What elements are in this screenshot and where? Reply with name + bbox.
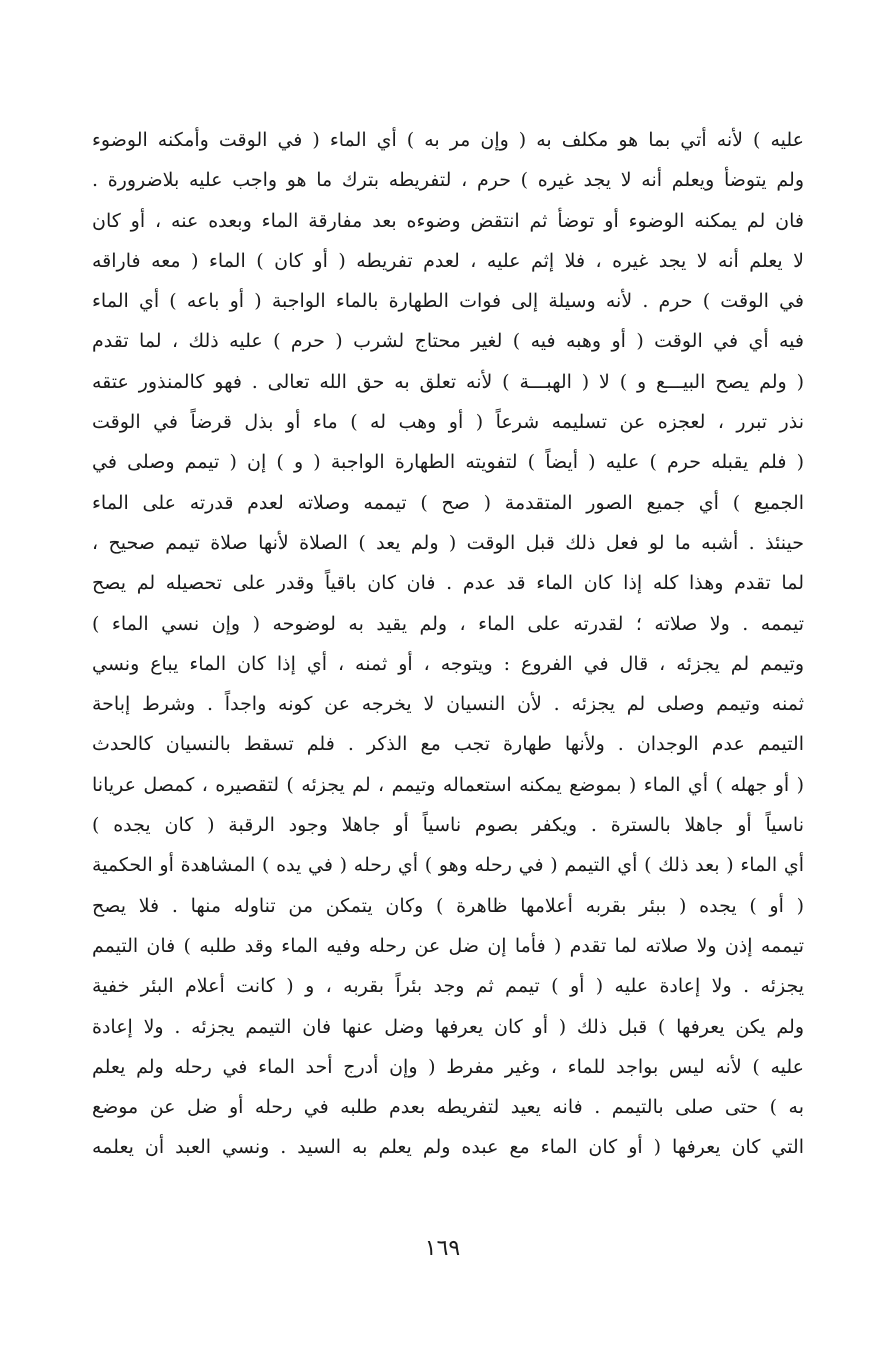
text-line: فان لم يمكنه الوضوء أو توضأ ثم انتقض وضوءه بعد مفارقة الماء وبعده عنه ، أو كان (92, 209, 804, 232)
text-line: أي الماء ( بعد ذلك ) أي التيمم ( في رحله وهو ) أي رحله ( في يده ) المشاهدة أو الحكمية (92, 854, 804, 877)
text-line: نذر تبرر ، لعجزه عن تسليمه شرعاً ( أو وهب له ) ماء أو بذل قرضاً في الوقت (92, 411, 804, 434)
text-line: به ) حتى صلى بالتيمم . فانه يعيد لتفريطه بعدم طلبه في رحله أو ضل عن موضع (92, 1096, 804, 1119)
text-line: يجزئه . ولا إعادة عليه ( أو ) تيمم ثم وجد بئراً بقربه ، و ( كانت أعلام البئر خفية (92, 975, 804, 998)
text-line: ثمنه وتيمم وصلى لم يجزئه . لأن النسيان لا يخرجه عن كونه واجداً . وشرط إباحة (92, 693, 804, 716)
text-line: ( ولم يصح البيـــع و ) لا ( الهبـــة ) لأنه تعلق به حق الله تعالى . فهو كالمنذور عتقه (92, 370, 804, 393)
text-line: ( أو ) يجده ( ببئر بقربه أعلامها ظاهرة ) وكان يتمكن من تناوله منها . فلا يصح (92, 894, 804, 917)
text-line: حينئذ . أشبه ما لو فعل ذلك قبل الوقت ( ولم يعد ) الصلاة لأنها صلاة تيمم صحيح ، (92, 531, 804, 554)
text-line: ولم يكن يعرفها ) قبل ذلك ( أو كان يعرفها وضل عنها فان التيمم يجزئه . ولا إعادة (92, 1015, 804, 1038)
text-line: التي كان يعرفها ( أو كان الماء مع عبده ولم يعلم به السيد . ونسي العبد أن يعلمه (92, 1136, 804, 1159)
body-text (92, 120, 804, 1168)
text-line: تيممه إذن ولا صلاته لما تقدم ( فأما إن ضل عن رحله وفيه الماء وقد طلبه ) فان التيمم (92, 934, 804, 957)
text-line: ( أو جهله ) أي الماء ( بموضع يمكنه استعماله وتيمم ، لم يجزئه ) لتقصيره ، كمصل عريانا (92, 773, 804, 796)
text-line: لا يعلم أنه لا يجد غيره ، فلا إثم عليه ، لعدم تفريطه ( أو كان ) الماء ( معه فاراقه (92, 249, 804, 272)
text-line: لما تقدم وهذا كله إذا كان الماء قد عدم . فان كان باقياً وقدر على تحصيله لم يصح (92, 572, 804, 595)
page-number: ١٦٩ (424, 1236, 461, 1261)
text-line: تيممه . ولا صلاته ؛ لقدرته على الماء ، ولم يقيد به لوضوحه ( وإن نسي الماء ) (92, 612, 804, 635)
text-line: وتيمم لم يجزئه ، قال في الفروع : ويتوجه ، أو ثمنه ، أي إذا كان الماء يباع ونسي (92, 652, 804, 675)
text-line: ناسياً أو جاهلا بالسترة . ويكفر بصوم ناسياً أو جاهلا وجود الرقبة ( كان يجده ) (92, 814, 804, 837)
text-line: عليه ) لأنه ليس بواجد للماء ، وغير مفرط ( وإن أدرج أحد الماء في رحله ولم يعلم (92, 1055, 804, 1078)
text-line: عليه ) لأنه أتي بما هو مكلف به ( وإن مر به ) أي الماء ( في الوقت وأمكنه الوضوء (92, 129, 804, 151)
text-line: ( فلم يقبله حرم ) عليه ( أيضاً ) لتفويته الطهارة الواجبة ( و ) إن ( تيمم وصلى في (92, 451, 804, 474)
text-line: ولم يتوضأ ويعلم أنه لا يجد غيره ) حرم ، لتفريطه بترك ما هو واجب عليه بلاضرورة . (92, 169, 804, 192)
text-line: في الوقت ) حرم . لأنه وسيلة إلى فوات الطهارة بالماء الواجبة ( أو باعه ) أي الماء (92, 290, 804, 313)
text-line: فيه أي في الوقت ( أو وهبه فيه ) لغير محتاج لشرب ( حرم ) عليه ذلك ، لما تقدم (92, 330, 804, 353)
text-line: الجميع ) أي جميع الصور المتقدمة ( صح ) تيممه وصلاته لعدم قدرته على الماء (92, 491, 804, 514)
text-line: التيمم عدم الوجدان . ولأنها طهارة تجب مع الذكر . فلم تسقط بالنسيان كالحدث (92, 733, 804, 756)
